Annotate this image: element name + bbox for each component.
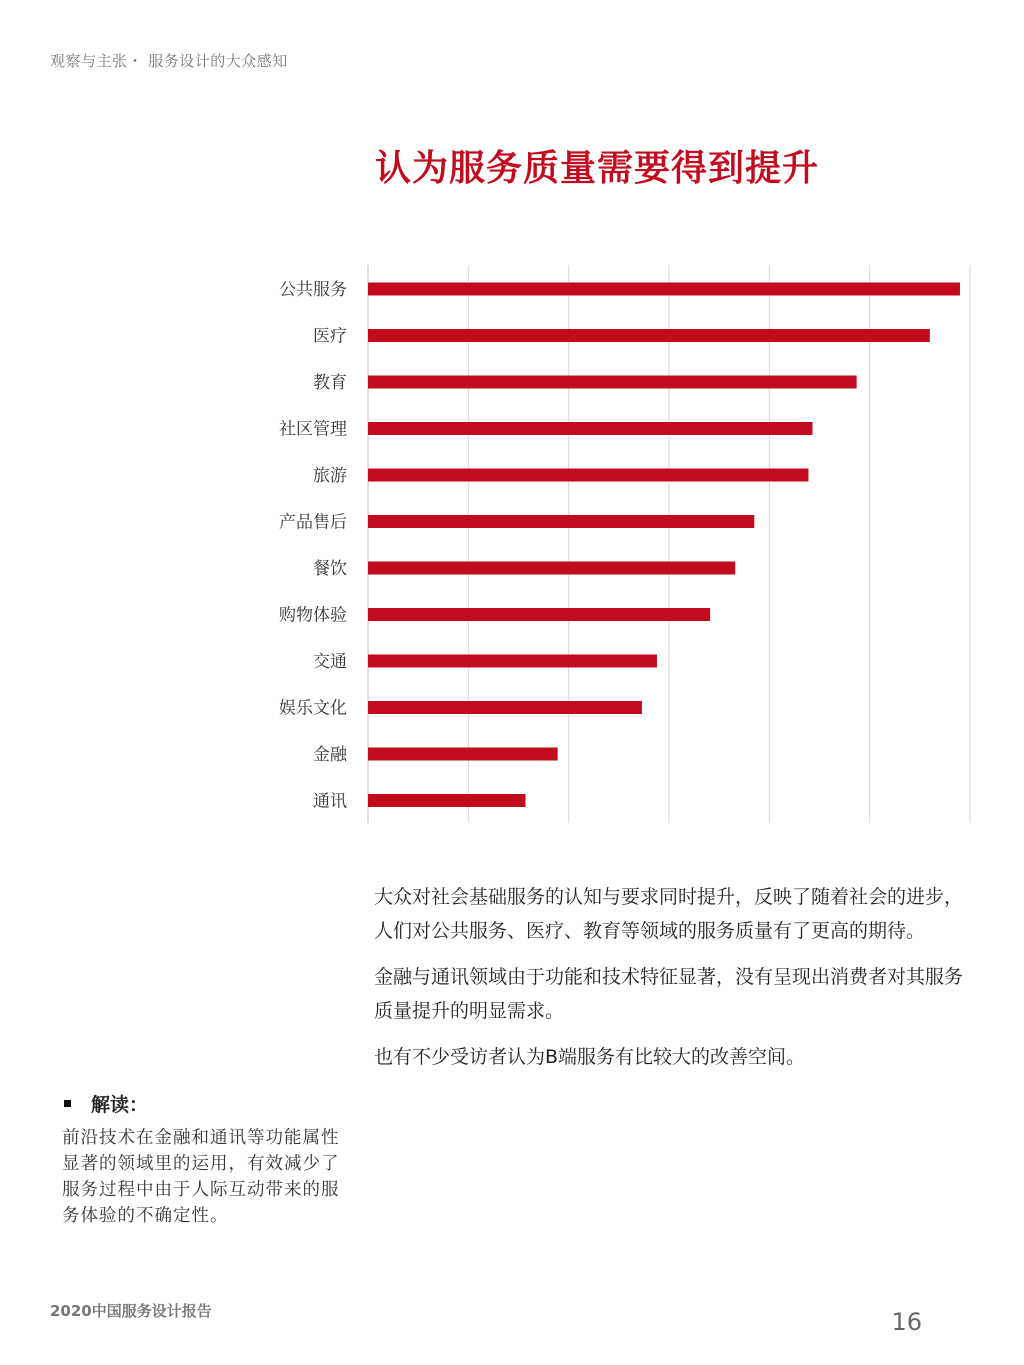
category-label: 医疗 <box>313 326 347 347</box>
interpretation-box <box>62 1090 347 1229</box>
category-label: 金融 <box>313 745 347 765</box>
interpretation-text: 前沿技术在金融和通讯等功能属性显著的领域里的运用，有效减少了服务过程中由于人际互动带来的服务体验的不确定性。 <box>62 1128 340 1226</box>
square-bullet-icon <box>64 1100 71 1107</box>
body-paragraph-2: 金融与通讯领域由于功能和技术特征显著，没有呈现出消费者对其服务质量提升的明显需求。 <box>374 966 964 1022</box>
bar <box>368 608 710 621</box>
category-label: 通讯 <box>313 791 347 812</box>
bar <box>368 794 526 807</box>
page-number: 16 <box>891 1308 922 1336</box>
category-label: 公共服务 <box>279 280 347 300</box>
interpretation-heading: 解读： <box>91 1094 149 1116</box>
category-label: 社区管理 <box>279 419 347 440</box>
category-label: 教育 <box>313 373 347 393</box>
bar <box>368 329 930 342</box>
category-label: 购物体验 <box>279 605 347 626</box>
bar-chart <box>0 255 1024 835</box>
chart-title: 认为服务质量需要得到提升 <box>374 148 819 189</box>
category-label: 交通 <box>313 652 347 672</box>
bar <box>368 515 754 528</box>
body-paragraph-1: 大众对社会基础服务的认知与要求同时提升，反映了随着社会的进步，人们对公共服务、医疗、教育等领域的服务质量有了更高的期待。 <box>374 886 964 942</box>
bar <box>368 701 642 714</box>
interpretation-heading-row <box>62 1090 347 1117</box>
category-label: 旅游 <box>313 466 347 486</box>
bar <box>368 469 808 482</box>
body-paragraph-3: 也有不少受访者认为B端服务有比较大的改善空间。 <box>374 1046 806 1068</box>
bar <box>368 422 812 435</box>
bar <box>368 655 657 668</box>
bar <box>368 748 558 761</box>
category-label: 产品售后 <box>279 512 347 533</box>
footer-report-title: 2020中国服务设计报告 <box>50 1302 212 1320</box>
bar <box>368 283 960 296</box>
running-header: 观察与主张・ 服务设计的大众感知 <box>50 52 288 70</box>
body-text <box>374 880 964 1086</box>
bar <box>368 376 857 389</box>
bar <box>368 562 735 575</box>
category-label: 餐饮 <box>313 559 347 579</box>
category-label: 娱乐文化 <box>279 698 347 719</box>
